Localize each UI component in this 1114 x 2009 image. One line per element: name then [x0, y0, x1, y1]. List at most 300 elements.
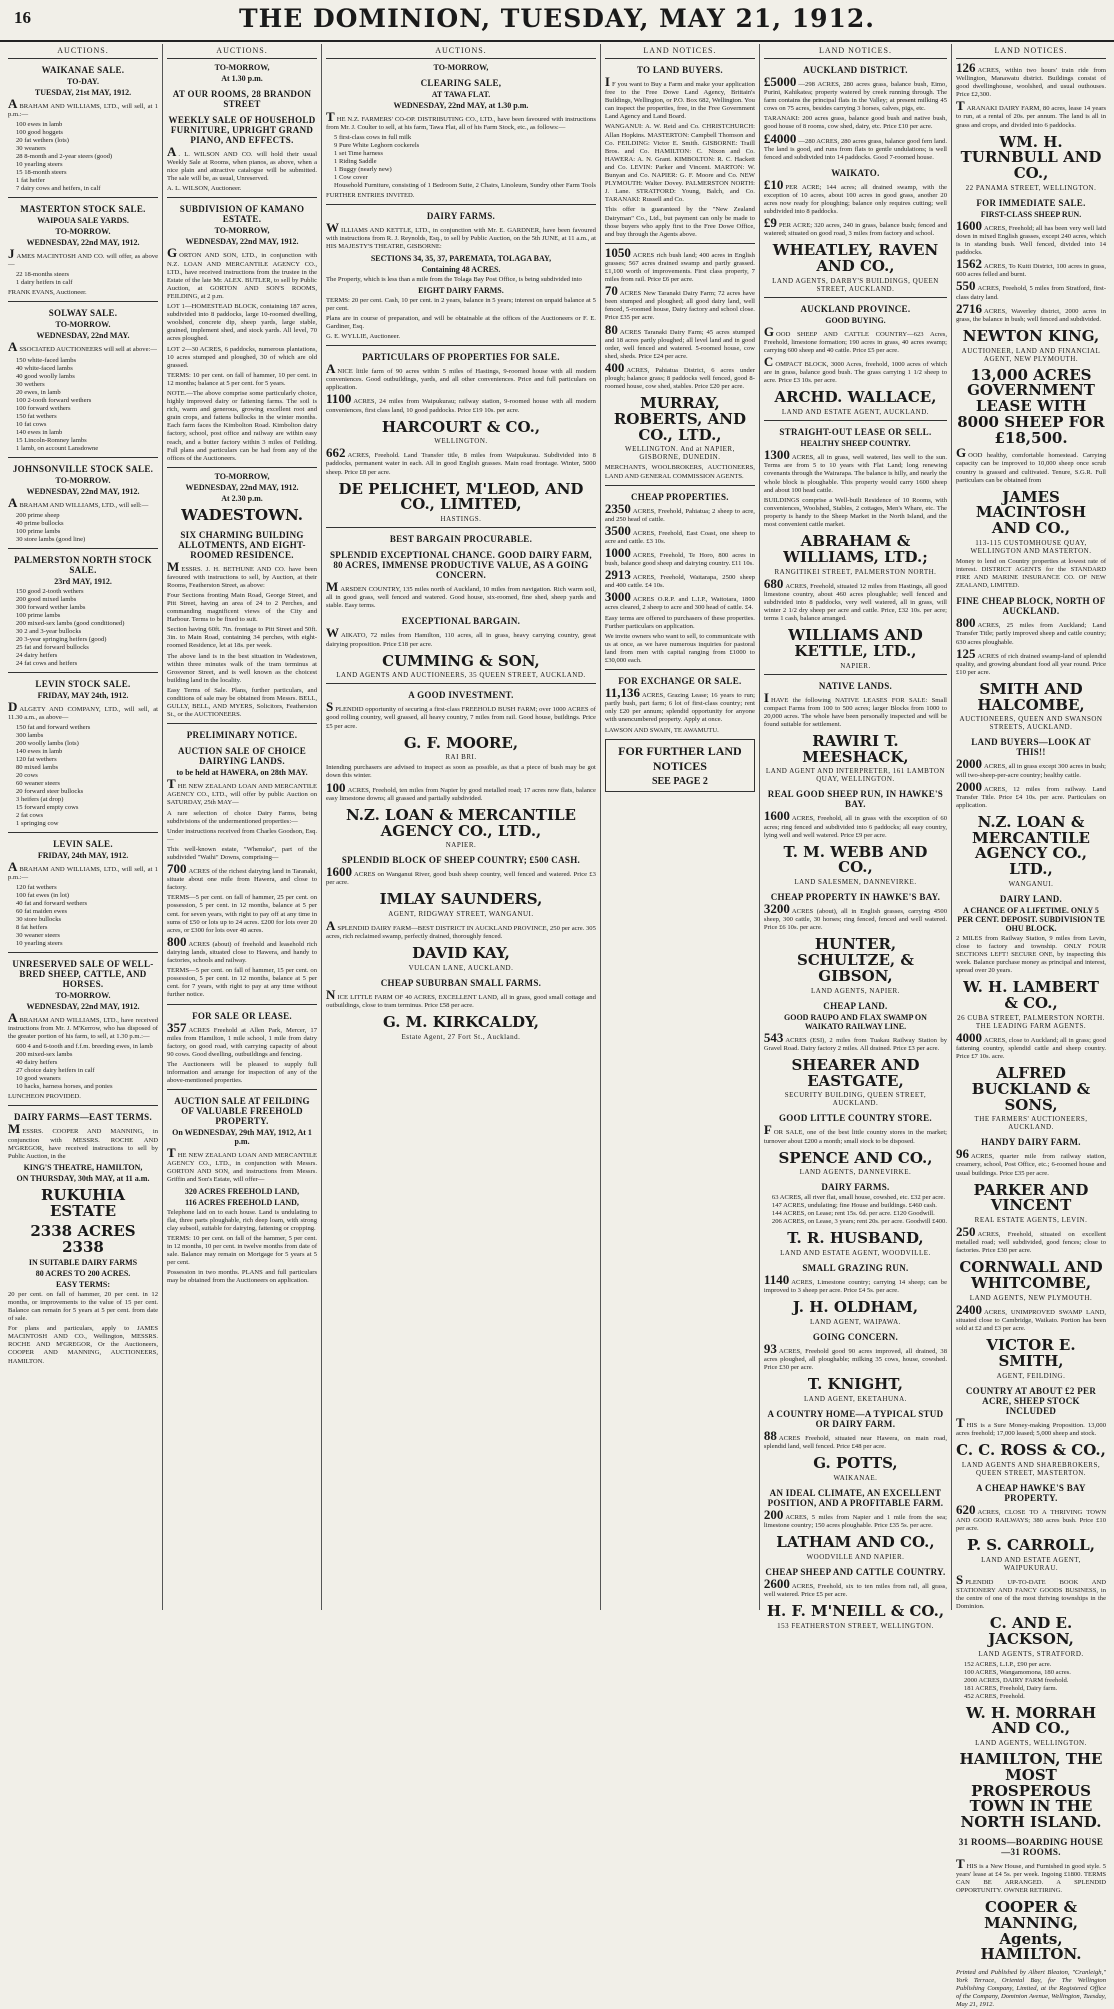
ad-paragraph	[326, 987, 596, 1010]
stock-list-item: 9 Pure White Leghorn cockerels	[334, 142, 420, 150]
stock-list-item: 15 forward empty cows	[16, 803, 79, 811]
ad-subheading: WEDNESDAY, 22nd MAY, 1912.	[26, 238, 140, 248]
stock-list-item: 100 ewes in lamb	[16, 121, 63, 129]
paragraph-text: The Property, which is less than a mile from the Tolaga Bay Post Office, is being subdivided into	[326, 275, 582, 283]
paragraph-lead: M	[8, 1121, 21, 1137]
ad-heading: CLEARING SALE,	[420, 78, 502, 88]
ad-paragraph	[604, 567, 755, 590]
paragraph-lead: F	[763, 1122, 772, 1138]
divider	[8, 832, 158, 833]
ad-heading: AUCTION SALE OF CHOICE DAIRYING LANDS.	[178, 746, 307, 767]
firm-name: H. F. M'NEILL & CO.,	[766, 1602, 945, 1621]
ad-subheading: SECTIONS 34, 35, 37, PAREMATA, TOLAGA BAY,	[370, 253, 552, 263]
ad-paragraph	[956, 1501, 1107, 1533]
paragraph-text: NOTE.—The above comprise some particularly choice, highly improved dairy or fattening farms. The soil is rich, warm and generous, growing excellent root and grain crops, and fattens bullocks in the winter months. Each farm faces the Kimbolton Road. Kimbolton dairy factory, school, post office and railway are within easy reach, and a butter factory within 3 miles of Feilding. Full plans and particulars can be had from any of the offices of the Auctioneers.	[167, 389, 318, 462]
paragraph-lead: A	[8, 339, 18, 355]
ad-subheading: ON THURSDAY, 30th MAY, at 11 a.m.	[16, 1173, 150, 1183]
paragraph-text: TERMS—5 per cent. on fall of hammer, 25 per cent. on possession, 5 per cent. in 12 months, balance at 5 per cent. for seven years, with right to pay off at any time in sums of £50 or lots up to 24 acres. £200 for lots over 20 acres, or £300 for lots over 40 acres.	[167, 894, 318, 934]
ad-paragraph	[763, 575, 947, 623]
firm-address: NAPIER.	[840, 661, 871, 670]
stock-list-item: 1 dairy heifers in calf	[16, 279, 73, 287]
stock-list-item: 20 3-year springing heifers (good)	[16, 635, 107, 643]
paragraph-text: ACRES, Freehold, six to ten miles from rail, all grass, well watered. Price £5 per acre.	[763, 1582, 947, 1599]
paragraph-text: PLENDID opportunity of securing a first-class FREEHOLD BUSH FARM; over 1000 ACRES of good rolling country, well grassed, all heavy country, 7 miles from rail. Good house, buildings. Price £5 per acre.	[326, 706, 596, 730]
paragraph-lead: G	[763, 323, 775, 339]
stock-list-item: 120 fat wethers	[16, 755, 57, 763]
ad-paragraph	[167, 1019, 318, 1059]
stock-list-item: 20 cows	[16, 771, 38, 779]
firm-name: HAMILTON, THE MOST PROSPEROUS TOWN IN THE NORTH ISLAND.	[959, 1750, 1103, 1832]
ad-paragraph	[8, 289, 158, 297]
ad-paragraph	[326, 625, 596, 648]
stock-list-item: 30 weaners	[16, 145, 46, 153]
paragraph-lead: 2000	[956, 756, 982, 772]
paragraph-text: ACRES, Freehold, East Coast, one sheep to acre and cattle. £3 10s.	[604, 529, 755, 545]
ad-heading: COUNTRY AT ABOUT £2 PER ACRE, SHEEP STOCK INCLUDED	[965, 1385, 1097, 1416]
stock-list-item: 30 weaner steers	[16, 932, 60, 940]
paragraph-lead: A	[326, 918, 336, 934]
stock-list-item: 600 4 and 6-tooth and f.f.m. breeding ewes, in lamb	[16, 1043, 153, 1051]
firm-address: WELLINGTON.	[434, 437, 488, 446]
firm-name: WM. H. TURNBULL AND CO.,	[960, 132, 1102, 183]
ad-paragraph	[763, 1428, 947, 1451]
ad-paragraph	[763, 1341, 947, 1372]
ad-paragraph	[956, 1571, 1107, 1611]
paragraph-text: ACRES, close to Auckland; all in grass; good fattening country, splendid cattle and sheep country. Price £7 10s. acre.	[956, 1036, 1107, 1061]
column	[163, 44, 322, 1610]
ad-paragraph	[326, 220, 596, 251]
paragraph-text: SSOCIATED AUCTIONEERS will sell at above:—	[19, 346, 157, 354]
paragraph-text: Money to lend on Country properties at lowest rate of interest. DISTRICT AGENTS for the STANDARD FIRE AND MARINE INSURANCE CO. OF NEW ZEALAND, LIMITED.	[956, 557, 1107, 590]
paragraph-text: ACRES, Freehold, all in grass with the exception of 60 acres; ring fenced and subdivided into 6 paddocks; all easy country, lying well and well watered. Price £9 per acre.	[763, 815, 947, 839]
paragraph-lead: N	[326, 987, 336, 1003]
firm-name: WHEATLEY, RAVEN AND CO.,	[772, 241, 939, 276]
ad-paragraph	[167, 828, 317, 844]
firm-name: C. C. ROSS & CO.,	[956, 1440, 1106, 1459]
stock-list	[772, 1194, 947, 1226]
paragraph-text: 2 MILES from Railway Station, 9 miles from Levin, close to factory and township. ONLY FOUR SECTIONS LEFT! SECURE ONE, by inspecting this week. Balance purchase money as principal and interest, spread over 20 years.	[956, 934, 1107, 975]
firm-name: G. POTTS,	[813, 1454, 898, 1473]
firm-name: WILLIAMS AND KETTLE, LTD.,	[788, 626, 923, 660]
paragraph-lead: 2716	[956, 300, 982, 316]
firm-address: AGENT, FEILDING.	[996, 1371, 1066, 1380]
ad-paragraph	[167, 346, 317, 370]
paragraph-text: ACRES O.R.P. and L.I.P., Waitotara, 1800 acres cleared, 2 sheep to acre and 300 head of cattle. £4.	[604, 596, 755, 612]
ad-paragraph	[8, 1121, 159, 1160]
firm-name: RAWIRI T. MEESHACK,	[802, 731, 909, 766]
firm-address: LAND AGENTS, NEW PLYMOUTH.	[969, 1293, 1093, 1302]
divider	[326, 204, 596, 205]
paragraph-text: HAVE the following NATIVE LEASES FOR SALE: Small compact Farms from 100 to 500 acres; larger Blocks from 1000 to 20,000 acres. The whole have been personally inspected and will be found suitable for settlement.	[763, 696, 947, 728]
ad-subheading: 80 ACRES TO 200 ACRES.	[35, 1268, 131, 1278]
ad-heading: LEVIN STOCK SALE.	[35, 678, 131, 689]
firm-name: CUMMING & SON,	[382, 651, 540, 670]
ad-paragraph	[8, 96, 159, 119]
ad-paragraph	[764, 115, 947, 131]
firm-name: W. H. LAMBERT & CO.,	[963, 978, 1099, 1013]
paragraph-text: ACRES (ESI), 2 miles from Tuakau Railway Station by Gravel Road. Dairy factory 2 miles. All drained. Price £3 per acre.	[763, 1036, 947, 1052]
stock-list-item: 200 prime sheep	[16, 511, 60, 519]
paragraph-text: ACRES, Waverley district, 2000 acres in grass, the balance in bush; well fenced and subdivided.	[956, 307, 1107, 323]
ad-heading: AUCTION SALE AT FEILDING OF VALUABLE FREEHOLD PROPERTY.	[174, 1096, 310, 1127]
ad-heading: AT OUR ROOMS, 28 BRANDON STREET	[172, 89, 312, 109]
divider	[8, 952, 158, 953]
ad-paragraph	[956, 1414, 1107, 1438]
stock-list-item: 40 white-faced lambs	[16, 364, 73, 372]
firm-name: SPENCE AND CO.,	[778, 1148, 933, 1167]
paragraph-text: ORTON AND SON, LTD., in conjunction with N.Z. LOAN AND MERCANTILE AGENCY CO., LTD., have received instructions from the trustee in the Estate of the late Mr. ALEX. BUTLER, to sell by Public Auction, at GORTON AND SON'S ROOMS, FEILDING, at 2 p.m.	[167, 252, 318, 300]
paragraph-text: FURTHER ENTRIES INVITED.	[326, 192, 415, 200]
paragraph-text: PLENDID UP-TO-DATE BOOK AND STATIONERY AND FANCY GOODS BUSINESS, in the centre of one of the most thriving townships in the Dominion.	[956, 1578, 1107, 1610]
firm-address: AUCTIONEERS, QUEEN AND SWANSON STREETS, AUCKLAND.	[959, 715, 1103, 732]
notice-box	[605, 739, 755, 792]
notice-box-title: FOR FURTHER LAND NOTICES	[618, 743, 742, 773]
ad-paragraph	[763, 808, 947, 839]
paragraph-lead: 1600	[956, 217, 982, 233]
stock-list	[16, 357, 158, 453]
printer-imprint: Printed and Published by Albert Bleaton, "Cranleigh," York Terrace, Oriental Bay, for The Wellington Publishing Company, Limited, at the Registered Office of the Company, Dominion Avenue, Wellington, Tuesday, May 21, 1912.	[956, 1969, 1107, 2009]
paragraph-text: ACRES, Freehold, situated 12 miles from Hastings, all good limestone country, about 460 acres ploughable; well fenced and subdivided into 8 paddocks, very well watered, all in grass, will winter 2 1/2 dry sheep per acre and cattle. Price, £32 10s. per acre; terms 1 cash, balance arranged.	[763, 582, 947, 622]
columns	[4, 44, 1110, 2009]
paragraph-text: ACRES, Freehold, Waitarapa, 2500 sheep and 400 cattle. £4 10s.	[604, 574, 755, 590]
ad-paragraph	[604, 545, 755, 568]
stock-list-item: 8 fat heifers	[16, 924, 48, 932]
divider	[764, 674, 947, 675]
paragraph-text: ACRES, To Kuiti District, 100 acres in grass, 600 acres felled and burnt.	[956, 263, 1107, 279]
firm-name: COOPER & MANNING, Agents, HAMILTON.	[980, 1898, 1082, 1964]
firm-name: DE PELICHET, M'LEOD, AND CO., LIMITED,	[338, 479, 584, 514]
stock-list-item: 20 fat wethers (lots)	[16, 137, 69, 145]
paragraph-text: LOT 1—HOMESTEAD BLOCK, containing 187 acres, subdivided into 8 paddocks, large 10-roomed dwelling, woolshed, concrete dip, sheep yards, large stable, grained, implement shed, and stock yards. All level, 70 acres ploughed.	[167, 303, 318, 343]
firm-address: 153 FEATHERSTON STREET, WELLINGTON.	[777, 1621, 934, 1630]
column-heading: AUCTIONS.	[167, 44, 317, 59]
stock-list-item: 1 fat heifer	[16, 177, 45, 185]
paragraph-lead: 2600	[763, 1575, 790, 1591]
ad-paragraph	[8, 1093, 158, 1101]
paragraph-text: PER ACRE; 144 acres; all drained swamp, with the exception of 10 acres, about 100 acres in good grass, another 20 acres now ready for ploughing; balance only requires cutting; well subdivided into 8 paddocks.	[763, 183, 947, 216]
stock-list-item: 147 ACRES, undulating; fine House and buildings. £460 cash.	[771, 1202, 937, 1210]
paragraph-lead: 2913	[604, 567, 631, 583]
paragraph-text: NICE little farm of 90 acres within 5 miles of Hastings, 9-roomed house with all modern conveniences. Good outbuildings, yards, and all other conveniences. Price and full particulars on application.	[326, 368, 596, 392]
ad-paragraph	[167, 861, 318, 892]
ad-paragraph	[605, 464, 755, 480]
paragraph-lead: 700	[167, 861, 187, 877]
paragraph-text: OMPACT BLOCK, 3000 Acres, freehold, 1000 acres of which are in grass, balance good bush. The grass carrying 1 1/2 sheep to acre. Price £3 10s. per acre.	[763, 361, 947, 385]
ad-heading: NATIVE LANDS.	[818, 680, 893, 691]
stock-list-item: 10 yearling steers	[16, 940, 63, 948]
firm-name: JAMES MACINTOSH AND CO.,	[975, 487, 1087, 538]
stock-list	[16, 724, 158, 828]
stock-list-item: 144 ACRES, on Lease; rent 15s. 6d. per acre. £120 Goodwill.	[771, 1210, 935, 1218]
paragraph-lead: 1000	[604, 545, 631, 560]
firm-address: LAND AGENTS, STRATFORD.	[978, 1649, 1084, 1658]
paragraph-text: ACRES (about) of freehold and leasehold rich dairying lands, situated close to Hawera, and handy to factories, schools and railway.	[167, 940, 318, 965]
paragraph-text: OR SALE, one of the best little country stores in the market; turnover about £200 a month; small stock to be disposed.	[763, 1129, 947, 1145]
ad-paragraph	[956, 60, 1107, 99]
paragraph-lead: 1562	[956, 256, 982, 272]
ad-paragraph	[167, 372, 317, 388]
ad-heading: SIX CHARMING BUILDING ALLOTMENTS, AND EIGHT-ROOMED RESIDENCE.	[178, 529, 306, 560]
paragraph-lead: 1600	[326, 864, 353, 880]
stock-list	[964, 1661, 1106, 1701]
firm-name: ABRAHAM & WILLIAMS, LTD.;	[783, 532, 928, 566]
firm-name: PARKER AND VINCENT	[973, 1180, 1089, 1215]
paragraph-lead: A	[8, 1010, 18, 1026]
ad-paragraph	[605, 206, 755, 238]
firm-address: Estate Agent, 27 Fort St., Auckland.	[401, 1033, 521, 1042]
paragraph-text: BRAHAM AND WILLIAMS, LTD., will sell, at 1 p.m.:—	[8, 103, 159, 119]
firm-name: G. M. KIRKCALDY,	[382, 1013, 539, 1032]
stock-list	[334, 134, 596, 190]
ad-subheading: On WEDNESDAY, 29th MAY, 1912, At 1 p.m.	[172, 1128, 312, 1147]
paragraph-lead: 70	[604, 283, 618, 299]
ad-heading: PALMERSTON NORTH STOCK SALE.	[14, 554, 152, 575]
ad-paragraph	[956, 217, 1107, 257]
stock-list-item: 28 8-month and 2-year steers (good)	[16, 153, 113, 161]
ad-heading: WEEKLY SALE OF HOUSEHOLD FURNITURE, UPRIGHT GRAND PIANO, AND EFFECTS.	[168, 115, 316, 145]
ad-paragraph	[763, 130, 947, 162]
ad-paragraph	[604, 74, 755, 121]
firm-name: LATHAM AND CO.,	[776, 1533, 935, 1552]
firm-address: WAIKANAE.	[833, 1474, 878, 1482]
stock-list-item: 452 ACRES, Freehold.	[964, 1692, 1025, 1700]
ad-subheading: WEDNESDAY, 22nd MAY, 1912.	[185, 482, 299, 492]
firm-name: NEWTON KING,	[962, 326, 1100, 345]
stock-list-item: 181 ACRES, Freehold, Dairy farm.	[964, 1684, 1058, 1692]
firm-address: LAND AGENTS, NAPIER.	[810, 986, 900, 995]
firm-name: SMITH AND HALCOMBE,	[977, 679, 1085, 714]
ad-heading: DAIRY FARMS.	[821, 1182, 890, 1193]
column	[952, 44, 1110, 2009]
ad-heading: A COUNTRY HOME—A TYPICAL STUD OR DAIRY FARM.	[767, 1409, 944, 1430]
paragraph-text: For plans and particulars, apply to JAMES MACINTOSH AND CO., Wellington, MESSRS. ROCHE AND M'GREGOR, Or the Auctioneers, COOPER AND MANNING, AUCTIONEERS, HAMILTON.	[8, 1325, 159, 1365]
ad-heading: CHEAP PROPERTIES.	[631, 491, 729, 502]
paragraph-lead: A	[326, 361, 336, 377]
ad-paragraph	[167, 390, 317, 463]
ad-heading: JOHNSONVILLE STOCK SALE.	[12, 463, 154, 474]
ad-subheading: KING'S THEATRE, HAMILTON,	[23, 1162, 143, 1172]
ad-subheading: WEDNESDAY, 22nd MAY.	[36, 331, 130, 341]
ad-heading: BEST BARGAIN PROCURABLE.	[389, 534, 533, 545]
paragraph-lead: M	[326, 579, 339, 595]
paragraph-text: TERMS—5 per cent. on fall of hammer, 15 per cent. on possession, 5 per cent. in 12 months, balance at 5 per cent. for 7 years, with right to pay at any time without further notice.	[167, 967, 318, 999]
column-heading: AUCTIONS.	[8, 44, 158, 59]
paragraph-text: TERMS: 10 per cent. on fall of hammer, 10 per cent. in 12 months; balance at 5 per cent. for 5 years.	[167, 371, 318, 387]
stock-list-item: 40 prime bullocks	[16, 519, 64, 527]
ad-subheading: 116 ACRES FREEHOLD LAND,	[185, 1197, 299, 1207]
ad-paragraph	[763, 323, 947, 355]
stock-list-item: 2000 ACRES, DAIRY FARM freehold.	[964, 1676, 1069, 1684]
paragraph-lead: 800	[167, 933, 187, 949]
ad-subheading: A CHANCE OF A LIFETIME. ONLY 5 PER CENT. DEPOSIT. SUBDIVISION TE OHU BLOCK.	[957, 905, 1105, 933]
ad-subheading: TO-MORROW.	[55, 475, 111, 485]
stock-list-item: 27 choice dairy heifers in calf	[16, 1067, 95, 1075]
ad-paragraph	[605, 615, 755, 631]
paragraph-lead: T	[167, 1145, 176, 1161]
ad-heading: SMALL GRAZING RUN.	[802, 1263, 909, 1274]
ad-subheading: At 1.30 p.m.	[221, 74, 263, 83]
paragraph-lead: C	[763, 354, 774, 370]
paragraph-text: We invite owners who want to sell, to communicate with us at once, as we have numerous inquiries for pastoral land from men with capital ranging from £1000 to £30,000 each.	[604, 632, 755, 665]
ad-paragraph	[167, 144, 318, 183]
stock-list-item: 7 dairy cows and heifers, in calf	[16, 185, 101, 193]
ad-heading: LAND BUYERS—LOOK AT THIS!!	[971, 737, 1091, 758]
ad-heading: CHEAP SHEEP AND CATTLE COUNTRY.	[765, 1566, 946, 1577]
paragraph-text: ACRES, Freehold, Te Horo, 800 acres in bush, balance good sheep and dairying country. £11 10s.	[604, 552, 755, 568]
paragraph-text: Under instructions received from Charles Goodson, Esq.—	[167, 827, 318, 843]
firm-address: AGENT, RIDGWAY STREET, WANGANUI.	[388, 910, 534, 919]
ad-paragraph	[604, 500, 755, 524]
firm-address: NAPIER.	[445, 841, 477, 850]
paragraph-lead: 543	[763, 1029, 784, 1045]
paragraph-lead: 125	[956, 645, 976, 661]
firm-name: ARCHD. WALLACE,	[774, 388, 937, 407]
firm-name: DAVID KAY,	[412, 944, 510, 963]
stock-list-item: 100 2-tooth forward wethers	[16, 396, 92, 404]
divider	[167, 1004, 317, 1005]
divider	[8, 301, 158, 302]
firm-address: WELLINGTON. And at NAPIER, GISBORNE, DUNEDIN.	[624, 445, 735, 462]
ad-paragraph	[167, 967, 317, 999]
ad-paragraph	[326, 779, 596, 803]
paragraph-text: ACRES Freehold at Allen Park, Mercer, 17 miles from Hamilton, 1 mile school, 1 mile from dairy factory, on good road, with carrying capacity of about 90 cows. Good dwelling, outbuildings and fencing.	[167, 1026, 318, 1058]
paragraph-lead: 1600	[763, 808, 790, 824]
paragraph-lead: T	[956, 98, 965, 114]
ad-subheading: WEDNESDAY, 22nd MAY, 1912.	[185, 237, 299, 247]
paragraph-lead: £10	[763, 176, 784, 192]
paragraph-text: BRAHAM AND WILLIAMS, LTD., have received instructions from Mr. J. M'Kerrow, who has disposed of the greater portion of his farm, to sell, at 1.30 p.m.:—	[8, 1017, 159, 1041]
paragraph-text: ACRES, Grazing Lease; 16 years to run; partly bush, part farm; 6 lot of first-class country; rent only £20 per annum; splendid opportunity for anyone with unencumbered property. Apply at once.	[604, 692, 755, 724]
stock-list-item: 63 ACRES, all river flat, small house, cowshed, etc. £32 per acre.	[771, 1194, 945, 1202]
paragraph-text: F you want to Buy a Farm and make your application free to the Free Dowe Land Agency, Brittain's Buildings, Wellington, or P.O. Box 682, Wellington. You can inspect the properties, free, in the Free Government Land Agency and Land Board.	[604, 81, 755, 121]
paragraph-lead: A	[8, 494, 18, 510]
ad-paragraph	[326, 109, 596, 132]
ad-paragraph	[8, 1291, 158, 1323]
ad-paragraph	[8, 698, 159, 722]
stock-list-item: 1 springing cow	[16, 819, 59, 827]
stock-list-item: 140 ewes in lamb	[16, 428, 63, 436]
ad-subheading: FRIDAY, MAY 24th, 1912.	[37, 690, 129, 700]
paragraph-lead: A	[167, 144, 177, 159]
ad-subheading: TO-MORROW.	[55, 991, 111, 1001]
notice-box-subtitle: SEE PAGE 2	[651, 775, 708, 787]
ad-subheading: TO-DAY.	[67, 77, 99, 86]
stock-list-item: 24 dairy heifers	[16, 651, 58, 659]
stock-list-item: 20 ewes, in lamb	[16, 388, 61, 396]
ad-paragraph	[8, 1010, 159, 1041]
paragraph-text: A rare selection of choice Dairy Farms, being subdivisions of the undermentioned properties:—	[167, 809, 318, 825]
paragraph-lead: T	[956, 1855, 965, 1871]
ad-paragraph	[8, 858, 159, 882]
ad-subheading: WAIPOUA SALE YARDS.	[37, 216, 129, 226]
paragraph-lead: M	[167, 558, 180, 574]
paragraph-lead: G	[956, 445, 967, 461]
divider	[605, 669, 755, 670]
ad-paragraph	[167, 653, 317, 685]
paragraph-text: ACRES, 12 miles from railway. Land Transfer Title. Price £4 10s. per acre. Particulars on application.	[956, 785, 1107, 809]
ad-subheading: TO-MORROW,	[214, 63, 270, 72]
newspaper-title: THE DOMINION, TUESDAY, MAY 21, 1912.	[238, 4, 876, 33]
ad-subheading: WEDNESDAY, 22nd MAY, 1912.	[26, 486, 140, 496]
paragraph-text: LAWSON AND SWAIN, TE AWAMUTU.	[604, 726, 719, 734]
paragraph-lead: 3000	[604, 589, 631, 605]
ad-paragraph	[604, 244, 755, 284]
stock-list-item: 15 Lincoln-Romney lambs	[16, 436, 87, 444]
paragraph-text: TERMS: 10 per cent. on fall of the hammer, 5 per cent. in 12 months, 10 per cent. in twelve months from date of sale. Balance may remain on Mortgage for 5 years at 5 per cent.	[167, 1234, 318, 1267]
firm-name: T. M. WEBB AND CO.,	[783, 842, 928, 877]
ad-paragraph	[956, 1855, 1107, 1895]
paragraph-text: ACRES, all in grass, well watered, lies well to the sun. Terms are from 5 to 10 years with Flat Land; long renewing covenants through the Wairarapa. The balance is hilly, and nearly the whole block is ploughable. This property would carry 1600 sheep and about 100 head cattle.	[763, 454, 947, 494]
ad-paragraph	[167, 1209, 317, 1233]
firm-address: VULCAN LANE, AUCKLAND.	[408, 964, 514, 973]
ad-paragraph	[605, 633, 755, 665]
paragraph-text: FRANK EVANS, Auctioneer.	[8, 289, 87, 297]
stock-list-item: 25 fat and forward bullocks	[16, 643, 89, 651]
paragraph-lead: A	[8, 858, 18, 874]
paragraph-lead: 1100	[326, 391, 352, 407]
ad-subheading: WEDNESDAY, 22nd MAY, at 1.30 p.m.	[393, 101, 529, 110]
paragraph-text: ACRES (about), all in English grasses, carrying 4500 sheep, 300 cattle, 30 horses; ring fenced, fenced and well watered. Price £6 10s. per acre.	[763, 908, 947, 932]
paragraph-text: Easy Terms of Sale. Plans, further particulars, and conditions of sale may be obtained from Messrs. BELL, GULLY, BELL, AND MYERS, Solicitors, Featherston St., or the AUCTIONEERS.	[167, 686, 318, 719]
stock-list-item: 5 first-class cows in full milk	[334, 134, 412, 142]
paragraph-text: ESSRS. COOPER AND MANNING, in conjunction with MESSRS. ROCHE AND M'GREGOR, have received instructions to sell by Public Auction, in the	[8, 1128, 159, 1160]
firm-address: RAI BRI.	[445, 753, 477, 762]
ad-heading: STRAIGHT-OUT LEASE OR SELL.	[779, 427, 932, 438]
paragraph-lead: W	[326, 625, 340, 641]
ad-heading: HANDY DAIRY FARM.	[981, 1137, 1081, 1148]
ad-paragraph	[8, 1325, 158, 1365]
paragraph-text: ACRES on Wanganui River, good bush sheep country, well fenced and watered. Price £3 per acre.	[326, 871, 596, 887]
stock-list-item: 30 2 and 3-year bullocks	[16, 627, 82, 635]
paragraph-text: G. E. WYLLIE, Auctioneer.	[326, 333, 401, 341]
paragraph-text: Plans are in course of preparation, and will be obtainable at the offices of the Auctioneers or F. E. Gardiner, Esq.	[326, 314, 596, 330]
stock-list-item: Household Furniture, consisting of 1 Bedroom Suite, 2 Chairs, Linoleum, Sundry other Farm Tools	[334, 182, 596, 190]
ad-subheading: TO-MORROW,	[214, 471, 270, 481]
paragraph-lead: T	[167, 776, 176, 792]
firm-name: MURRAY, ROBERTS, AND CO., LTD.,	[613, 394, 746, 444]
paragraph-text: AMES MACINTOSH AND CO. will offer, as above—	[8, 253, 159, 269]
paragraph-lead: 662	[326, 445, 346, 461]
ad-heading: GOING CONCERN.	[812, 1332, 899, 1343]
stock-list-item: 100 fat ewes (in lot)	[16, 892, 70, 900]
ad-subheading: 320 ACRES FREEHOLD LAND,	[184, 1186, 300, 1196]
firm-name: ALFRED BUCKLAND & SONS,	[971, 1064, 1091, 1114]
paragraph-lead: T	[956, 1414, 965, 1430]
paragraph-text: AIKATO, 72 miles from Hamilton, 110 acres, all in grass, heavy carrying country, great dairying proposition. Price £18 per acre.	[326, 632, 596, 648]
paragraph-lead: 100	[326, 779, 346, 795]
ad-subheading: Containing 48 ACRES.	[421, 264, 501, 274]
stock-list-item: 150 fat and forward wethers	[16, 723, 91, 731]
paragraph-text: MERCHANTS, WOOLBROKERS, AUCTIONEERS, LAND AND GENERAL COMMISSION AGENTS.	[604, 464, 755, 480]
ad-paragraph	[956, 1029, 1107, 1061]
ad-heading: A CHEAP HAWKE'S BAY PROPERTY.	[976, 1482, 1086, 1503]
ad-subheading: to be held at HAWERA, on 28th MAY.	[176, 768, 308, 778]
paragraph-text: 20 per cent. on fall of hammer, 20 per cent. in 12 months, or improvements to the value of 15 per cent. Balance can remain for 5 years at 5 per cent. from date of sale.	[8, 1290, 159, 1323]
divider	[8, 672, 158, 673]
ad-paragraph	[167, 810, 317, 826]
stock-list-item: 15 18-month steers	[16, 169, 67, 177]
stock-list	[16, 1043, 158, 1091]
divider	[605, 243, 755, 244]
ad-paragraph	[326, 579, 596, 610]
paragraph-text: ACRES, Freehold. Land Transfer title, 8 miles from Waipukurau. Subdivided into 8 paddocks, permanent water in each. All in good English grasses. Main road frontage. Winter, 5000 sheep. Price £8 per acre.	[326, 452, 596, 476]
stock-list-item: 20 forward steer bullocks	[16, 787, 84, 795]
firm-name: SHEARER AND EASTGATE,	[791, 1055, 920, 1090]
ad-paragraph	[763, 215, 947, 238]
paragraph-text: ACRES, 5 miles from Napier and 1 mile from the sea; limestone country; 150 acres ploughable. Price £35 5s. per acre.	[763, 1514, 947, 1530]
ad-paragraph	[326, 699, 596, 730]
divider	[8, 1105, 158, 1106]
